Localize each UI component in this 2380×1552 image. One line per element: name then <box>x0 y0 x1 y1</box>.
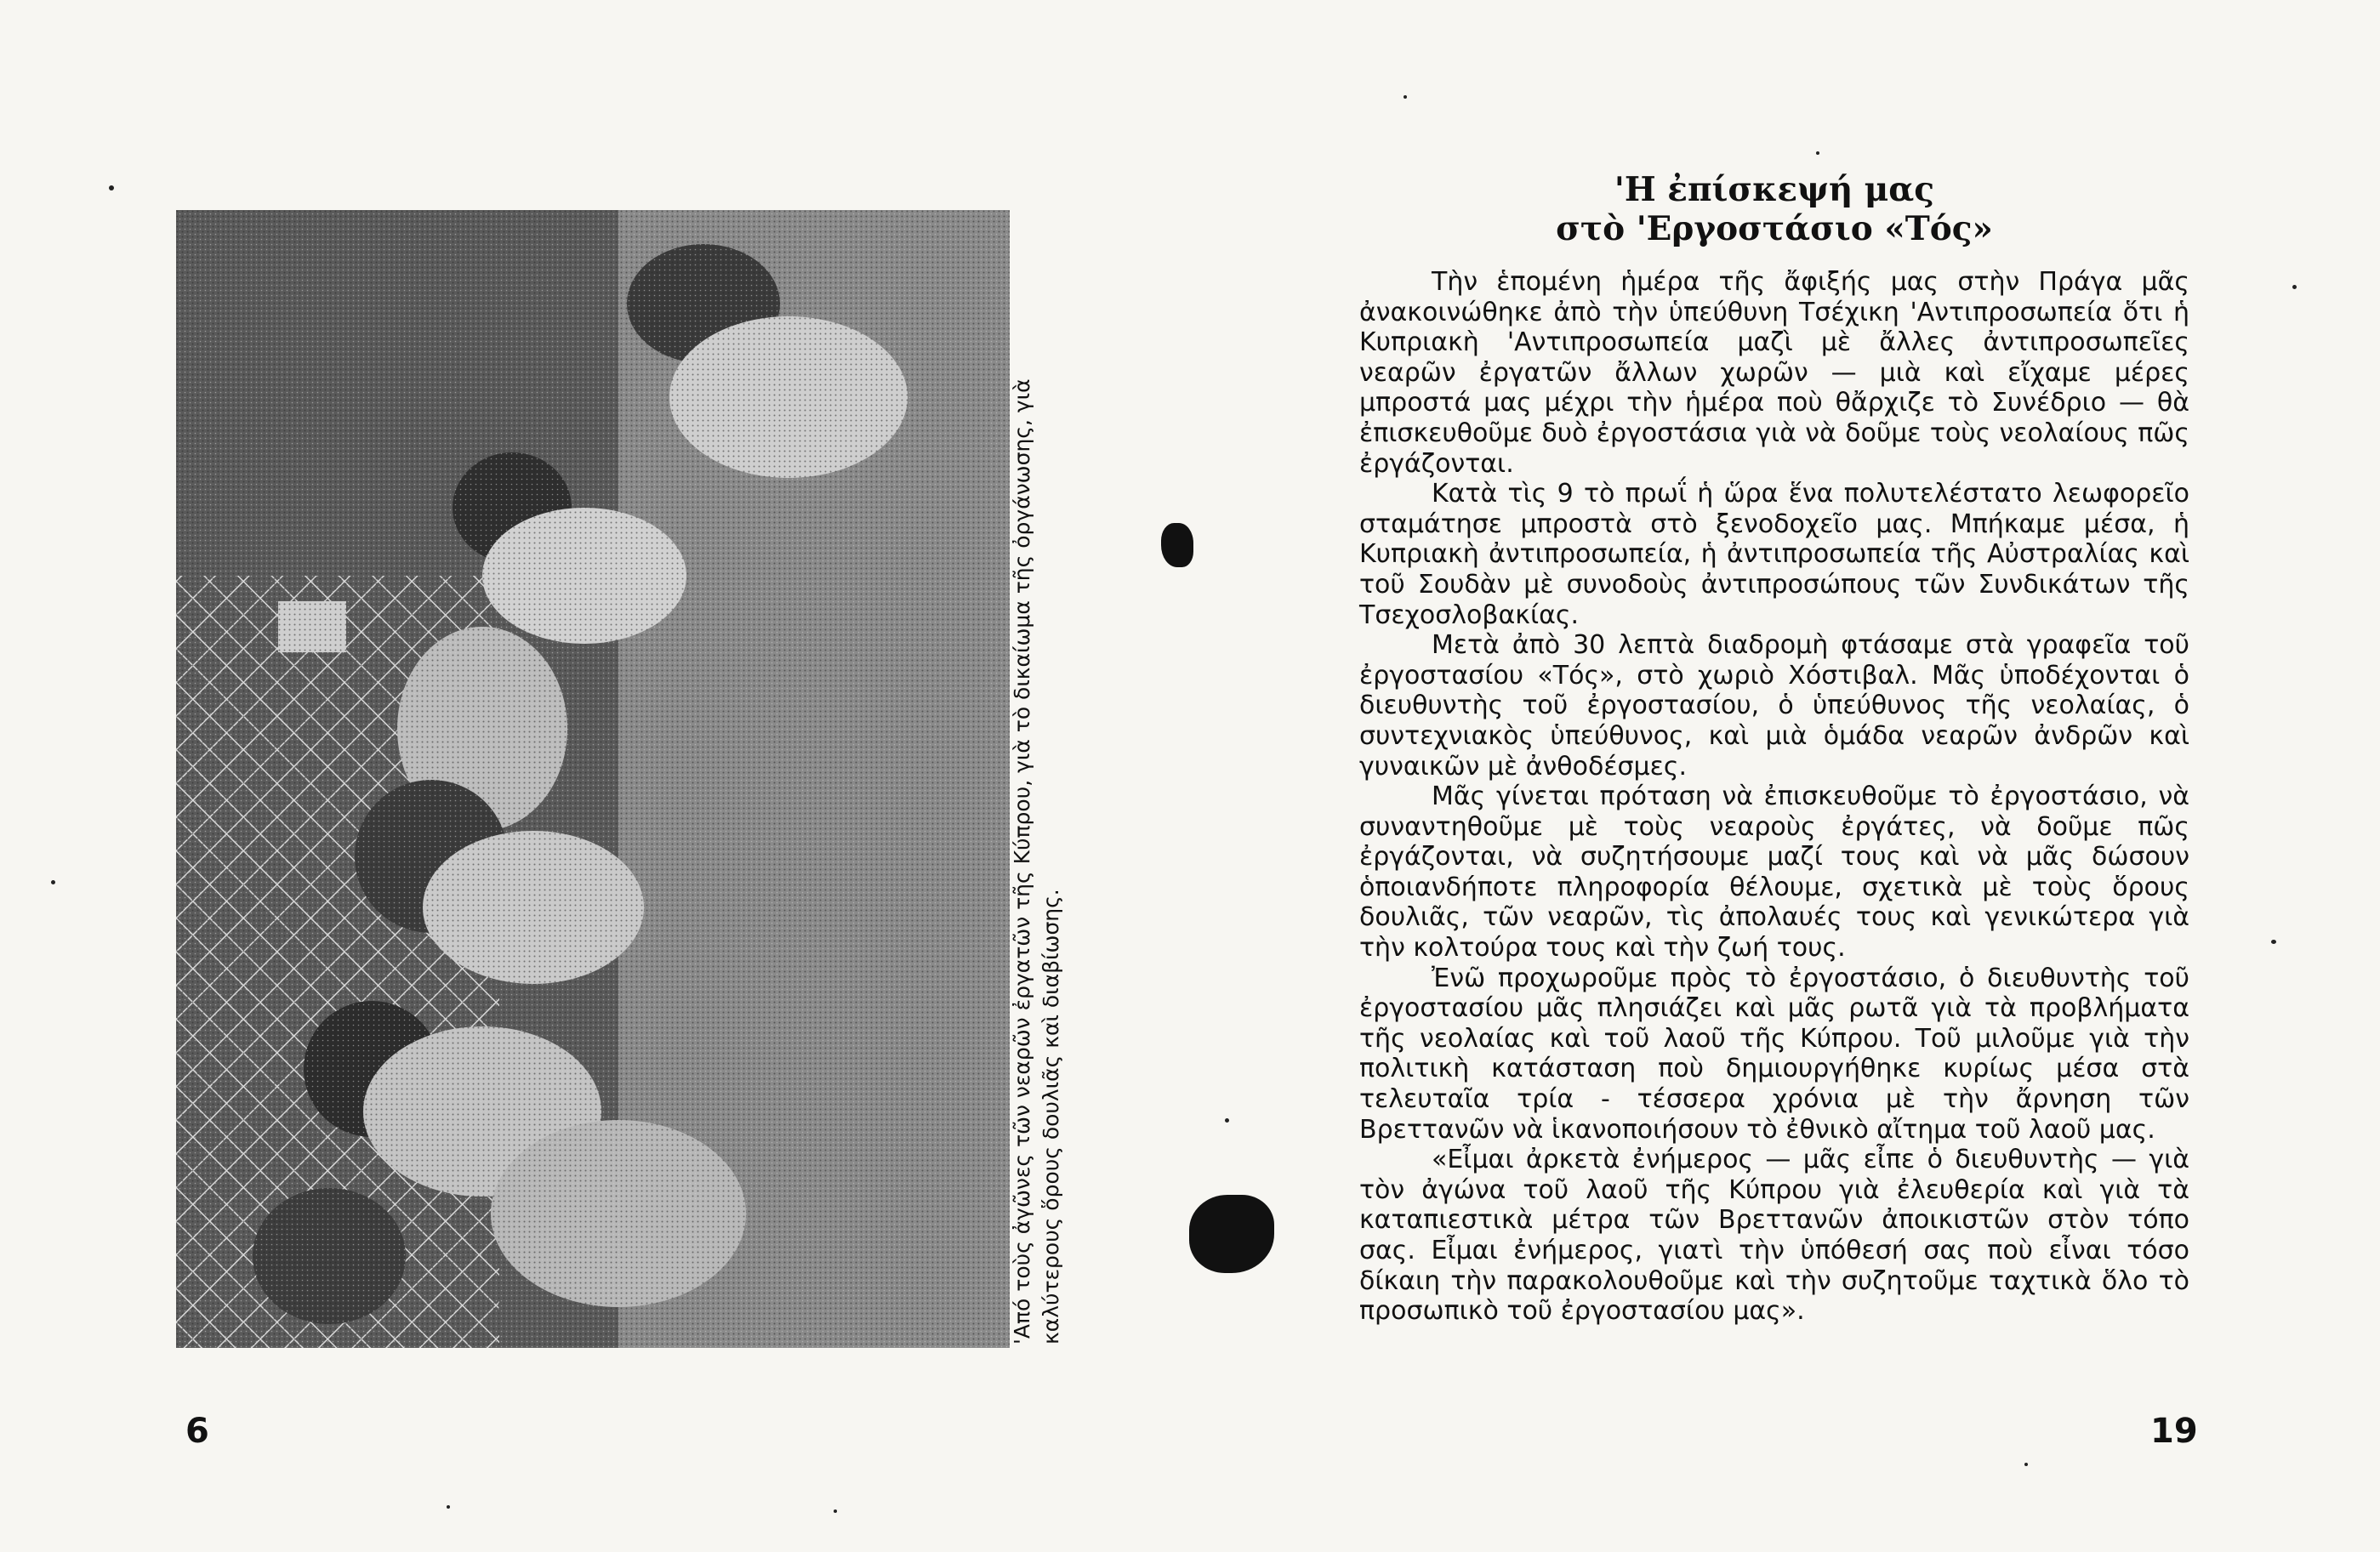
print-speck <box>1404 95 1407 99</box>
ink-blot <box>1189 1195 1274 1273</box>
photo-illustration <box>176 210 1010 1348</box>
paragraph: «Εἶμαι ἀρκετὰ ἐνήμερος — μᾶς εἶπε ὁ διευθυντὴς — γιὰ τὸν ἀγώνα τοῦ λαοῦ τῆς Κύπρου γιὰ ἐλευθερία καὶ γιὰ τὰ καταπιεστικὰ μέτρα τῶν Βρεττανῶν ἀποικιστῶν στὸν τόπο σας. Εἶμαι ἐνήμερος, γιατὶ τὴν ὑπόθεσή σας ποὺ εἶναι τόσο δίκαιη τὴν παρακολουθοῦμε καὶ τὴν συζητοῦμε ταχτικὰ ὅλο τὸ προσωπικὸ τοῦ ἐργοστασίου μας». <box>1359 1145 2189 1327</box>
halftone-photo <box>176 210 1010 1348</box>
article <box>1359 170 2189 1327</box>
page-number-right: 19 <box>2150 1412 2198 1451</box>
print-speck <box>1816 151 1819 155</box>
ink-blot <box>1161 523 1193 567</box>
print-speck <box>2271 940 2276 944</box>
paragraph: Μᾶς γίνεται πρόταση νὰ ἐπισκευθοῦμε τὸ ἐργοστάσιο, νὰ συναντηθοῦμε μὲ τοὺς νεαροὺς ἐργάτες, νὰ δοῦμε πῶς ἐργάζονται, νὰ συζητήσουμε μαζί τους καὶ νὰ μᾶς δώσουν ὁποιανδήποτε πληροφορία θέλουμε, σχετικὰ μὲ τοὺς ὅρους δουλιᾶς, τῶν νεαρῶν, τὶς ἀπολαυές τους καὶ γενικώτερα γιὰ τὴν κολτούρα τους καὶ τὴν ζωή τους. <box>1359 782 2189 964</box>
title-line-2: στὸ 'Εργοστάσιο «Τός» <box>1556 209 1993 248</box>
photo-caption <box>1008 207 1066 1348</box>
paragraph: Ἐνῶ προχωροῦμε πρὸς τὸ ἐργοστάσιο, ὁ διευθυντὴς τοῦ ἐργοστασίου μᾶς πλησιάζει καὶ μᾶς ρωτᾶ γιὰ τὰ προβλήματα τῆς νεολαίας καὶ τοῦ λαοῦ τῆς Κύπρου. Τοῦ μιλοῦμε γιὰ τὴν πολιτικὴ κατάσταση ποὺ δημιουργήθηκε κυρίως μέσα στὰ τελευταῖα τρία - τέσσερα χρόνια μὲ τὴν ἄρνηση τῶν Βρεττανῶν νὰ ἱκανοποιήσουν τὸ ἐθνικὸ αἴτημα τοῦ λαοῦ μας. <box>1359 963 2189 1145</box>
caption-line-2: καλύτερους ὅρους δουλιᾶς καὶ διαβίωσης. <box>1039 889 1063 1344</box>
title-line-1: 'Η ἐπίσκεψή μας <box>1614 170 1935 209</box>
print-speck <box>51 880 55 884</box>
paragraph: Κατὰ τὶς 9 τὸ πρωΐ ἡ ὥρα ἕνα πολυτελέστατο λεωφορεῖο σταμάτησε μπροστὰ στὸ ξενοδοχεῖο μας. Μπήκαμε μέσα, ἡ Κυπριακὴ ἀντιπροσωπεία, ἡ ἀντιπροσωπεία τῆς Αὐστραλίας καὶ τοῦ Σουδὰν μὲ συνοδοὺς ἀντιπροσώπους τῶν Συνδικάτων τῆς Τσεχοσλοβακίας. <box>1359 479 2189 630</box>
print-speck <box>2292 285 2297 289</box>
page-number-left: 6 <box>185 1412 209 1451</box>
print-speck <box>109 185 114 190</box>
print-speck <box>1225 1118 1229 1123</box>
paragraph: Μετὰ ἀπὸ 30 λεπτὰ διαδρομὴ φτάσαμε στὰ γραφεῖα τοῦ ἐργοστασίου «Τός», στὸ χωριὸ Χόστιβαλ. Μᾶς ὑποδέχονται ὁ διευθυντὴς τοῦ ἐργοστασίου, ὁ ὑπεύθυνος τῆς νεολαίας, ὁ συντεχνιακὸς ὑπεύθυνος, καὶ μιὰ ὁμάδα νεαρῶν ἀνδρῶν καὶ γυναικῶν μὲ ἀνθοδέσμες. <box>1359 630 2189 782</box>
caption-line-1: 'Από τοὺς ἀγῶνες τῶν νεαρῶν ἐργατῶν τῆς Κύπρου, γιὰ τὸ δικαίωμα τῆς ὀργάνωσης, γιὰ <box>1010 378 1034 1344</box>
print-speck <box>2024 1463 2028 1466</box>
print-speck <box>447 1505 450 1509</box>
print-speck <box>834 1509 837 1513</box>
article-title <box>1359 170 2189 248</box>
paragraph: Τὴν ἑπομένη ἡμέρα τῆς ἄφιξής μας στὴν Πράγα μᾶς ἀνακοινώθηκε ἀπὸ τὴν ὑπεύθυνη Τσέχικη 'Αντιπροσωπεία ὅτι ἡ Κυπριακὴ 'Αντιπροσωπεία μαζὶ μὲ ἄλλες ἀντιπροσωπεῖες νεαρῶν ἐργατῶν ἄλλων χωρῶν — μιὰ καὶ εἴχαμε μέρες μπροστά μας μέχρι τὴν ἡμέρα ποὺ θἄρχιζε τὸ Συνέδριο — θὰ ἐπισκευθοῦμε δυὸ ἐργοστάσια γιὰ νὰ δοῦμε τοὺς νεολαίους πῶς ἐργάζονται. <box>1359 267 2189 479</box>
